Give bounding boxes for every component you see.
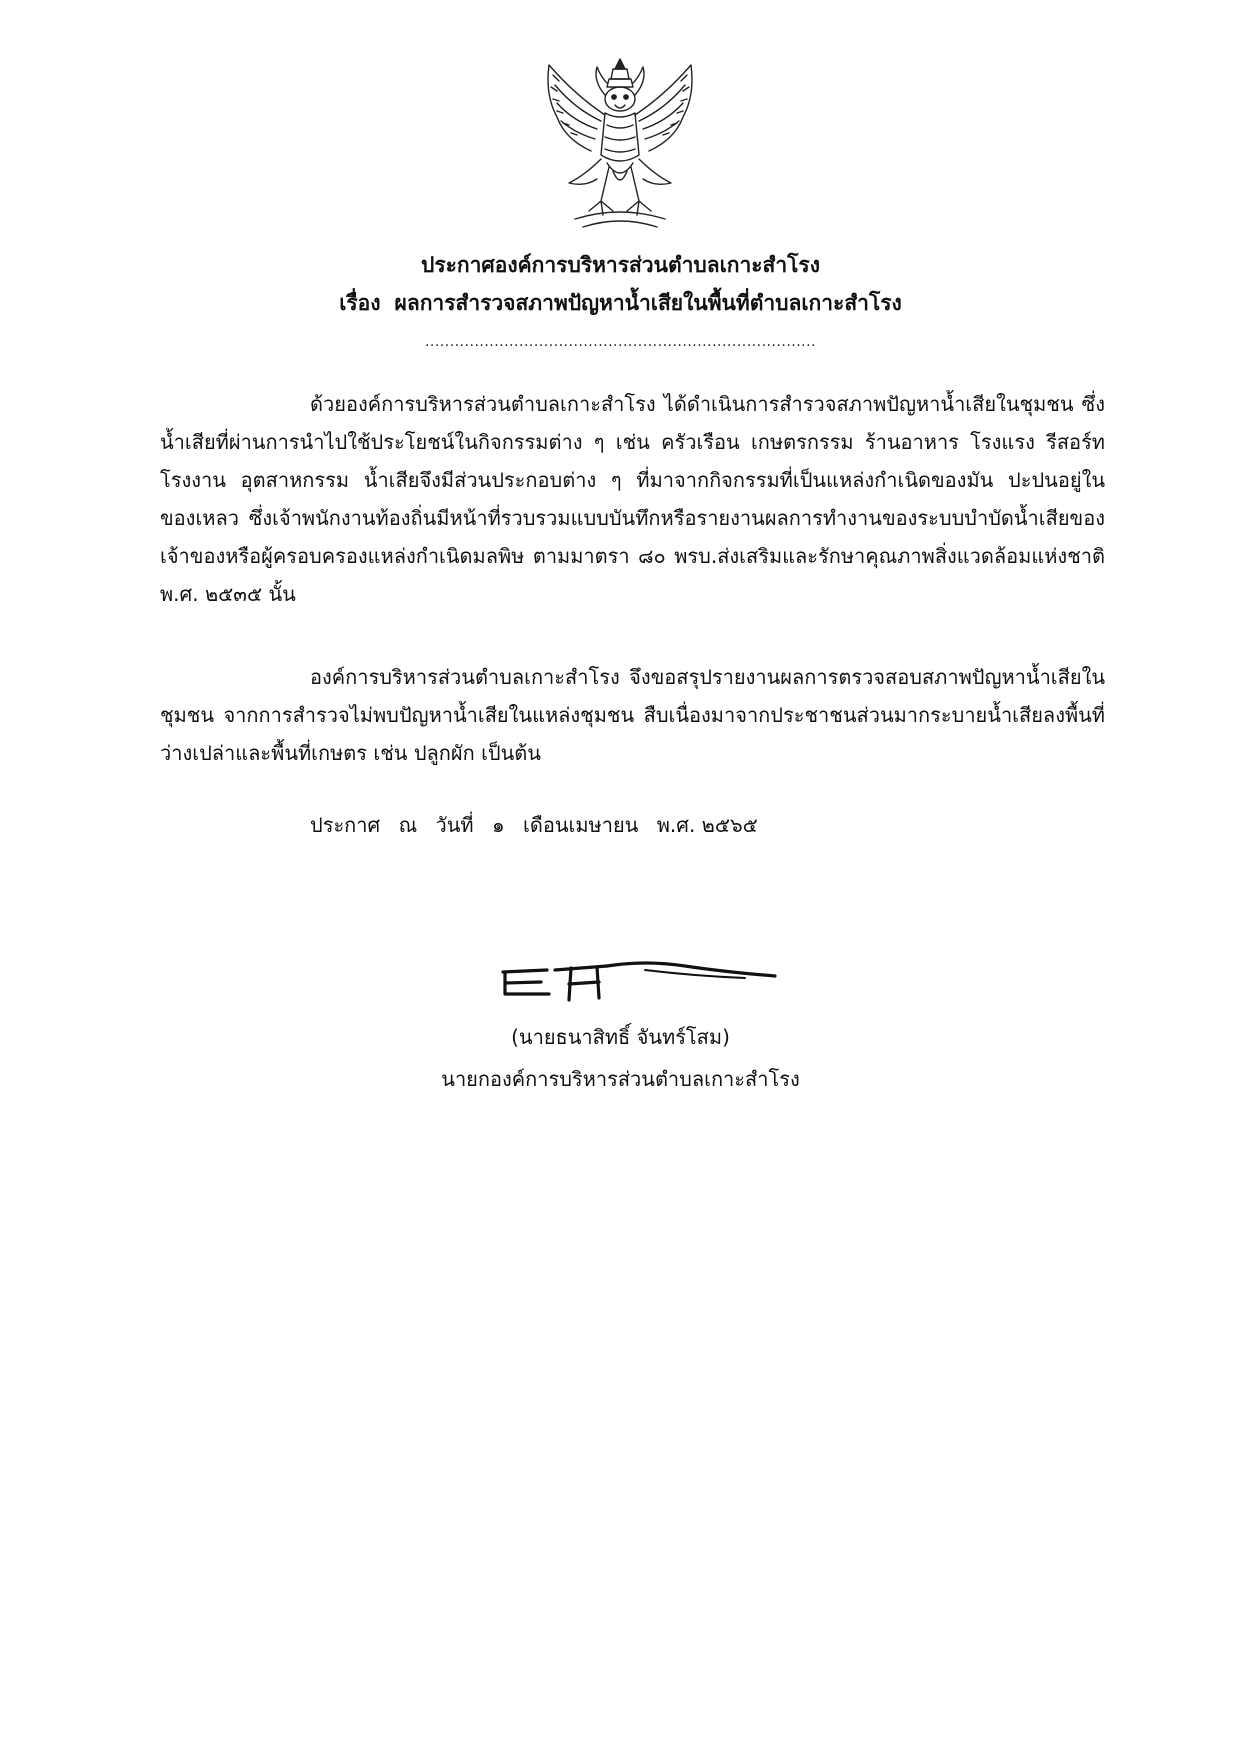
paragraph-text: องค์การบริหารส่วนตำบลเกาะสำโรง จึงขอสรุปรายงานผลการตรวจสอบสภาพปัญหาน้ำเสียในชุมชน จากการสำรวจไม่พบปัญหาน้ำเสียในแหล่งชุมชน สืบเนื่องมาจากประชาชนส่วนมากระบายน้ำเสียลงพื้นที่ว่างเปล่าและพื้นที่เกษตร เช่น ปลูกผัก เป็นต้น: [160, 665, 1105, 765]
subject-text: ผลการสำรวจสภาพปัญหาน้ำเสียในพื้นที่ตำบลเกาะสำโรง: [394, 291, 902, 315]
garuda-emblem-icon: [535, 55, 705, 235]
paragraph-text: ด้วยองค์การบริหารส่วนตำบลเกาะสำโรง ได้ดำเนินการสำรวจสภาพปัญหาน้ำเสียในชุมชน ซึ่งน้ำเสียที่ผ่านการนำไปใช้ประโยชน์ในกิจกรรมต่าง ๆ เช่น ครัวเรือน เกษตรกรรม ร้านอาหาร โรงแรง รีสอร์ท โรงงาน อุตสาหกรรม น้ำเสียจึงมีส่วนประกอบต่าง ๆ ที่มาจากกิจกรรมที่เป็นแหล่งกำเนิดของมัน ปะปนอยู่ในของเหลว ซึ่งเจ้าพนักงานท้องถิ่นมีหน้าที่รวบรวมแบบบันทึกหรือรายงานผลการทำงานของระบบบำบัดน้ำเสียของเจ้าของหรือผู้ครอบครองแหล่งกำเนิดมลพิษ ตามมาตรา ๘๐ พรบ.ส่งเสริมและรักษาคุณภาพสิ่งแวดล้อมแห่งชาติ พ.ศ. ๒๕๓๕ นั้น: [160, 392, 1105, 606]
handwritten-signature-icon: [495, 950, 785, 1010]
date-year: พ.ศ. ๒๕๖๕: [656, 813, 758, 837]
announcement-date: [310, 806, 770, 844]
signer-name: (นายธนาสิทธิ์ จันทร์โสม): [511, 1025, 730, 1049]
announcement-subject: [0, 288, 1241, 318]
dotted-separator: ...............................................................................: [424, 334, 817, 350]
signer-position: นายกองค์การบริหารส่วนตำบลเกาะสำโรง: [441, 1067, 800, 1091]
announcement-title: ประกาศองค์การบริหารส่วนตำบลเกาะสำโรง: [421, 253, 820, 277]
subject-label: เรื่อง: [339, 291, 381, 315]
body-paragraph-1: [160, 385, 1105, 613]
date-month: เดือนเมษายน: [523, 813, 639, 837]
date-prefix: ประกาศ: [310, 813, 381, 837]
date-day: ๑: [491, 813, 505, 837]
date-day-label: วันที่: [435, 813, 474, 837]
date-at: ณ: [398, 813, 418, 837]
body-paragraph-2: [160, 658, 1105, 772]
